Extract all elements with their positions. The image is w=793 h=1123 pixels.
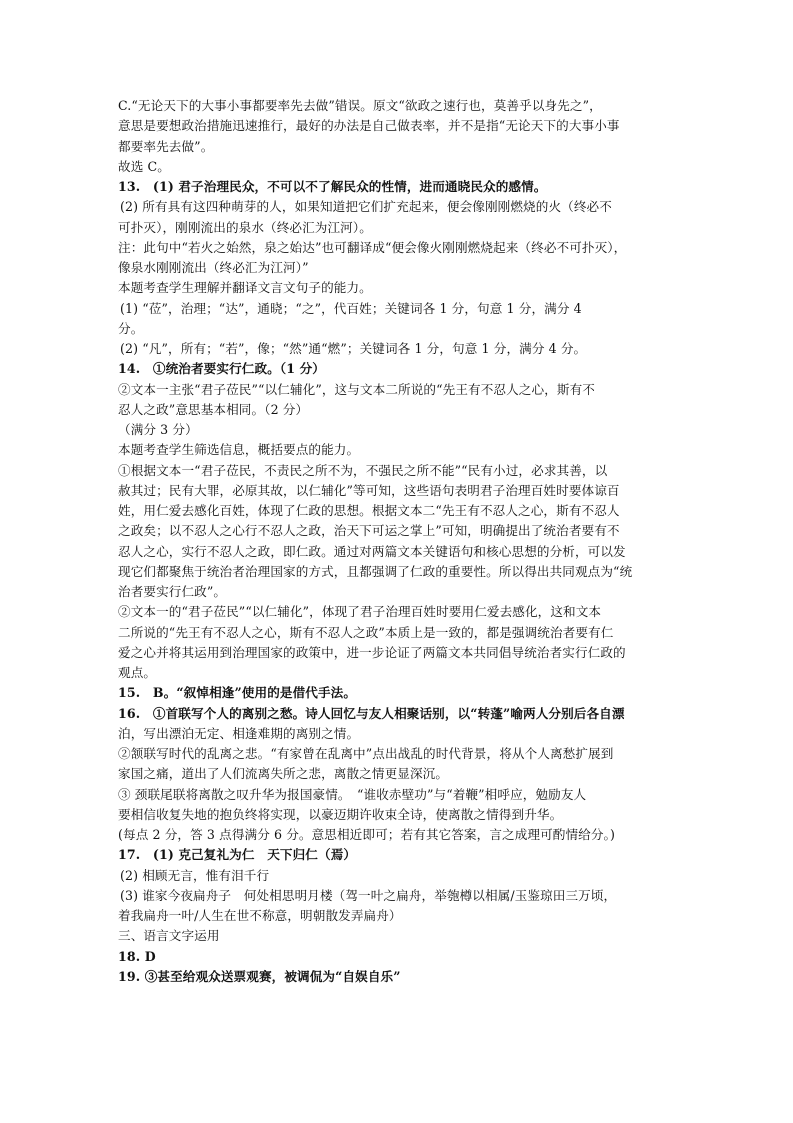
text-line: 本题考查学生筛选信息，概括要点的能力。 xyxy=(118,442,360,458)
text-line: (2) 所有具有这四种萌芽的人，如果知道把它们扩充起来，便会像刚刚燃烧的火（终必不 xyxy=(120,199,612,215)
question-15-heading: 15. B。“叙悼相逢”使用的是借代手法。 xyxy=(118,685,357,701)
question-19-heading: 19. ③甚至给观众送票观赛，被调侃为“自娱自乐” xyxy=(118,968,401,984)
text-line: 现它们都聚焦于统治者治理国家的方式，且都强调了仁政的重要性。所以得出共同观点为“统 xyxy=(118,563,633,579)
text-line: (2) “凡”，所有；“若”，像；“然”通“燃”；关键词各 1 分，句意 1 分，满分 4 分。 xyxy=(120,341,587,356)
text-line: C.“无论天下的大事小事都要率先去做”错误。原文“欲政之速行也，莫善乎以身先之”， xyxy=(118,98,602,113)
text-line: 着我扁舟一叶/人生在世不称意，明朝散发弄扁舟） xyxy=(118,908,402,923)
text-line: 像泉水刚刚流出（终必汇为江河）” xyxy=(118,260,309,275)
text-line: 要相信收复失地的抱负终将实现，以豪迈期许收束全诗，使离散之情得到升华。 xyxy=(118,806,563,822)
text-line: 可扑灭），刚刚流出的泉水（终必汇为江河）。 xyxy=(118,219,372,235)
text-line: ②文本一主张“君子莅民”“以仁辅化”，这与文本二所说的“先王有不忍人之心，斯有不 xyxy=(118,381,595,397)
text-line: ③ 颈联尾联将离散之叹升华为报国豪情。 “谁收赤壁功”与“着鞭”相呼应，勉励友人 xyxy=(118,786,587,802)
text-line: 忍人之心，实行不忍人之政，即仁政。通过对两篇文本关键语句和核心思想的分析，可以发 xyxy=(118,543,626,559)
text-line: 泊，写出漂泊无定、相逢难期的离别之情。 xyxy=(118,725,360,741)
text-line: 姓，用仁爱去感化百姓，体现了仁政的思想。根据文本二“先王有不忍人之心，斯有不忍人 xyxy=(118,503,620,518)
section-heading: 三、语言文字运用 xyxy=(118,928,220,944)
question-18-heading: 18. D xyxy=(118,948,156,964)
answer-document xyxy=(118,96,688,987)
question-13-heading: 13. (1) 君子治理民众，不可以不了解民众的性情，进而通晓民众的感情。 xyxy=(118,179,547,194)
text-line: ②文本一的“君子莅民”“以仁辅化”，体现了君子治理百姓时要用仁爱去感化，这和文本 xyxy=(118,604,602,620)
question-17-heading: 17. (1) 克己复礼为仁 天下归仁（焉） xyxy=(118,847,357,863)
text-line: 之政矣；以不忍人之心行不忍人之政，治天下可运之掌上”可知，明确提出了统治者要有不 xyxy=(118,523,620,539)
text-line: 注：此句中“若火之始然，泉之始达”也可翻译成“便会像火刚刚燃烧起来（终必不可扑灭）， xyxy=(118,239,627,255)
question-14-heading: 14. ①统治者要实行仁政。（1 分） xyxy=(118,361,325,377)
text-line: 分。 xyxy=(118,320,144,336)
text-line: 都要率先去做”。 xyxy=(118,138,214,154)
text-line: (每点 2 分，答 3 点得满分 6 分。意思相近即可；若有其它答案，言之成理可酌情给分。) xyxy=(118,827,615,842)
text-line: (2) 相顾无言，惟有泪千行 xyxy=(120,867,270,883)
text-line: 观点。 xyxy=(118,665,157,680)
text-line: 本题考查学生理解并翻译文言文句子的能力。 xyxy=(118,280,372,296)
text-line: 意思是要想政治措施迅速推行，最好的办法是自己做表率，并不是指“无论天下的大事小事 xyxy=(118,118,620,134)
question-16-heading: 16. ①首联写个人的离别之愁。诗人回忆与友人相聚话别，以“转蓬”喻两人分别后各自漂 xyxy=(118,705,625,721)
text-line: 忍人之政”意思基本相同。（2 分） xyxy=(118,401,309,417)
text-line: ②颔联写时代的乱离之悲。“有家曾在乱离中”点出战乱的时代背景，将从个人离愁扩展到 xyxy=(118,746,614,761)
text-line: (1) “莅”，治理；“达”，通晓；“之”，代百姓；关键词各 1 分，句意 1 分，满分 4 xyxy=(120,300,582,316)
text-line: ①根据文本一“君子莅民，不责民之所不为，不强民之所不能”“民有小过，必求其善，以 xyxy=(118,462,608,478)
text-line: （满分 3 分） xyxy=(118,422,198,437)
text-line: 治者要实行仁政”。 xyxy=(118,584,227,599)
text-line: 家国之痛，道出了人们流离失所之悲，离散之情更显深沉。 xyxy=(118,766,449,782)
text-line: 爱之心并将其运用到治理国家的政策中，进一步论证了两篇文本共同倡导统治者实行仁政的 xyxy=(118,644,626,660)
text-line: 故选 C。 xyxy=(118,158,170,174)
text-line: 二所说的“先王有不忍人之心，斯有不忍人之政”本质上是一致的，都是强调统治者要有仁 xyxy=(118,624,614,640)
text-line: 赦其过；民有大罪，必原其故，以仁辅化”等可知，这些语句表明君子治理百姓时要体谅百 xyxy=(118,482,620,498)
text-line: (3) 谁家今夜扁舟子 何处相思明月楼（驾一叶之扁舟，举匏樽以相属/玉鉴琼田三万顷， xyxy=(120,887,617,903)
